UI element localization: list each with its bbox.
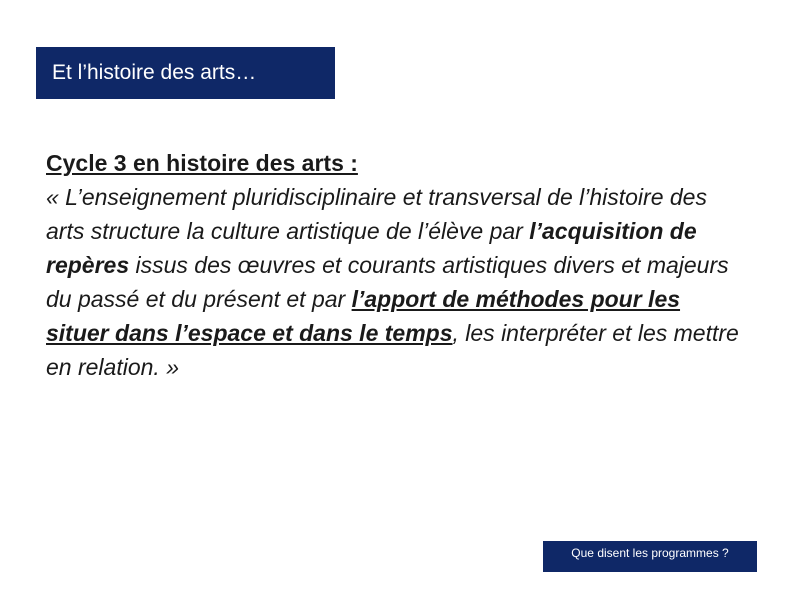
programmes-button-label: Que disent les programmes ? [571,546,729,560]
quote-emphasis-2: l’apport de méthodes pour les situer dans l’espace et dans le temps [46,286,681,346]
quote-emphasis-1: l’acquisition de repères [46,218,697,278]
programmes-button[interactable] [543,541,757,572]
quote-text-1: « L’enseignement pluridisciplinaire et transversal de l’histoire des arts structure la culture artistique de l’élève par [46,184,707,244]
quote-text-2: issus des œuvres et courants artistiques divers et majeurs du passé et du présent et par [46,252,729,312]
section-heading: Cycle 3 en histoire des arts : [46,150,358,176]
program-quote [46,180,746,384]
quote-text-3: , les interpréter et les mettre en relation. » [46,320,739,380]
slide-title [36,47,335,99]
slide-title-text: Et l’histoire des arts… [52,61,257,84]
slide-content [46,146,746,384]
